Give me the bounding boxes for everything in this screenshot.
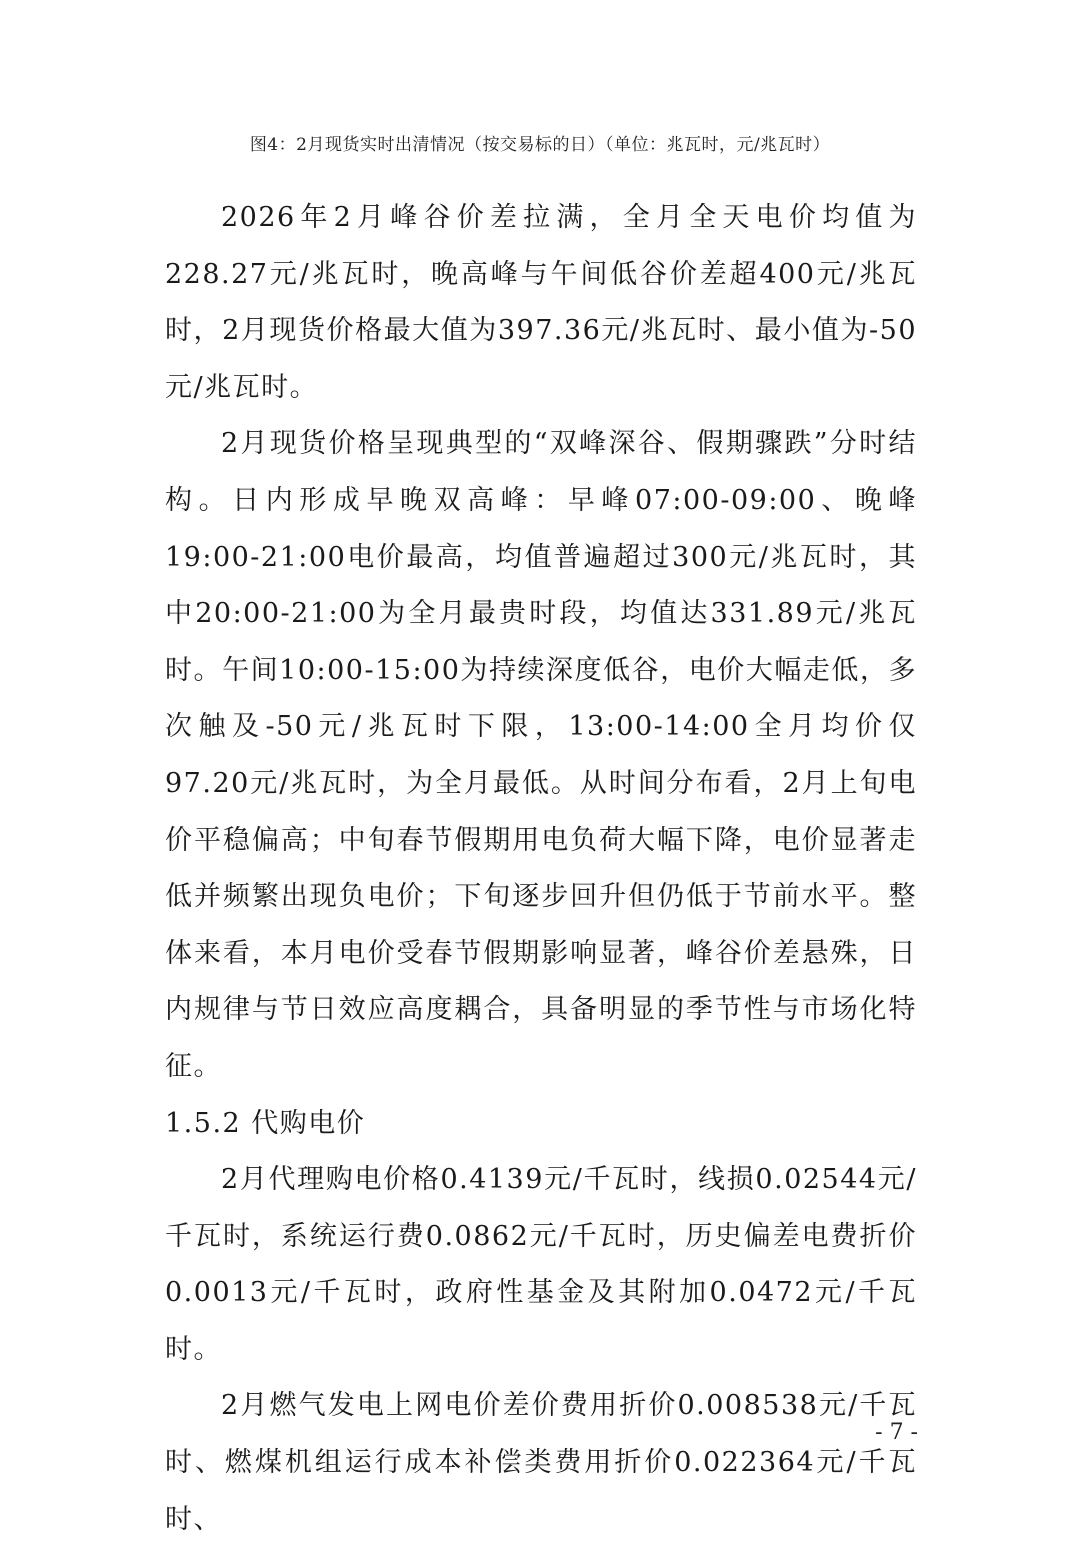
section-heading: 1.5.2 代购电价 — [165, 1107, 366, 1139]
paragraph-agency-price: 2月代理购电价格0.4139元/千瓦时，线损0.02544元/千瓦时，系统运行费0.0862元/千瓦时，历史偏差电费折价0.0013元/千瓦时，政府性基金及其附加0.0472元/千瓦时。 — [165, 1164, 917, 1365]
body-text — [165, 190, 917, 1548]
paragraph-price-structure: 2月现货价格呈现典型的“双峰深谷、假期骤跌”分时结构。日内形成早晚双高峰：早峰07:00-09:00、晚峰19:00-21:00电价最高，均值普遍超过300元/兆瓦时，其中20:00-21:00为全月最贵时段，均值达331.89元/兆瓦时。午间10:00-15:00为持续深度低谷，电价大幅走低，多次触及-50元/兆瓦时下限，13:00-14:00全月均价仅97.20元/兆瓦时，为全月最低。从时间分布看，2月上旬电价平稳偏高；中旬春节假期用电负荷大幅下降，电价显著走低并频繁出现负电价；下旬逐步回升但仍低于节前水平。整体来看，本月电价受春节假期影响显著，峰谷价差悬殊，日内规律与节日效应高度耦合，具备明显的季节性与市场化特征。 — [165, 428, 917, 1082]
paragraph-price-summary: 2026年2月峰谷价差拉满，全月全天电价均值为228.27元/兆瓦时，晚高峰与午间低谷价差超400元/兆瓦时，2月现货价格最大值为397.36元/兆瓦时、最小值为-50元/兆瓦时。 — [165, 202, 917, 403]
figure-caption: 图4：2月现货实时出清情况（按交易标的日）（单位：兆瓦时，元/兆瓦时） — [249, 135, 831, 155]
page-number: - 7 - — [875, 1420, 918, 1445]
paragraph-gas-coal-fees: 2月燃气发电上网电价差价费用折价0.008538元/千瓦时、燃煤机组运行成本补偿类费用折价0.022364元/千瓦时、 — [165, 1390, 917, 1535]
